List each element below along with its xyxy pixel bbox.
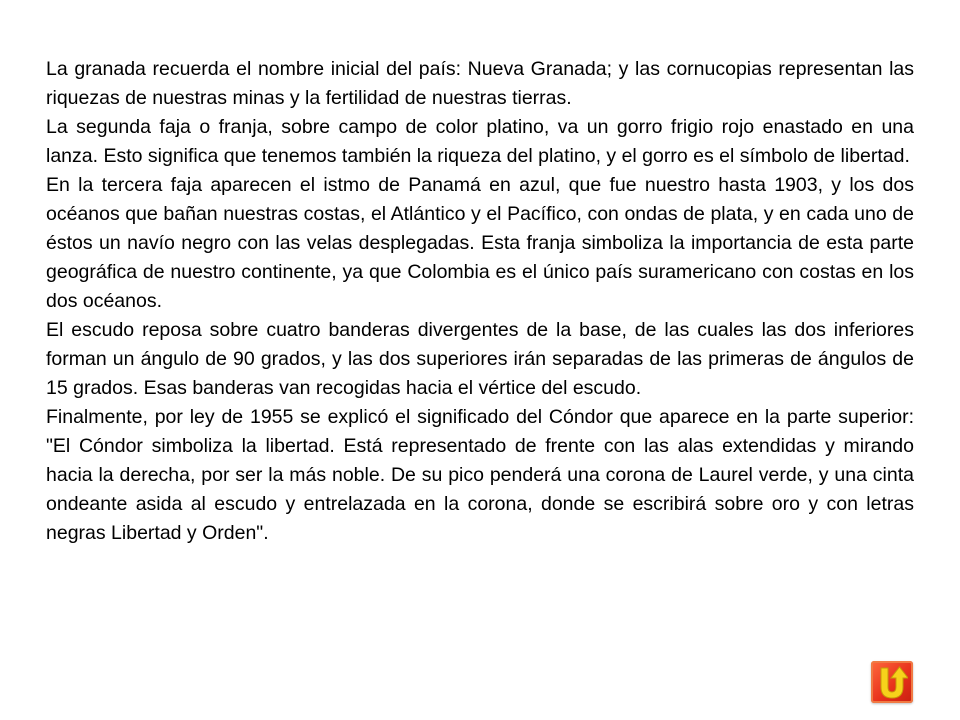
paragraph-segunda-franja: La segunda faja o franja, sobre campo de color platino, va un gorro frigio rojo enastado en una lanza. Esto significa que tenemos también la riqueza del platino, y el gorro es el símbolo de libertad. — [46, 116, 914, 167]
document-body — [46, 55, 914, 548]
paragraph-granada: La granada recuerda el nombre inicial del país: Nueva Granada; y las cornucopias representan las riquezas de nuestras minas y la fertilidad de nuestras tierras. — [46, 58, 914, 109]
return-button[interactable] — [871, 661, 913, 703]
paragraph-tercera-franja: En la tercera faja aparecen el istmo de Panamá en azul, que fue nuestro hasta 1903, y los dos océanos que bañan nuestras costas, el Atlántico y el Pacífico, con ondas de plata, y en cada uno de éstos un navío negro con las velas desplegadas. Esta franja simboliza la importancia de esta parte geográfica de nuestro continente, ya que Colombia es el único país suramericano con costas en los dos océanos. — [46, 174, 914, 312]
u-turn-arrow-icon — [876, 665, 908, 699]
paragraph-banderas: El escudo reposa sobre cuatro banderas divergentes de la base, de las cuales las dos inferiores forman un ángulo de 90 grados, y las dos superiores irán separadas de las primeras de ángulos de 15 grados. Esas banderas van recogidas hacia el vértice del escudo. — [46, 319, 914, 399]
paragraph-condor: Finalmente, por ley de 1955 se explicó el significado del Cóndor que aparece en la parte superior: "El Cóndor simboliza la libertad. Está representado de frente con las alas extendidas y mirando hacia la derecha, por ser la más noble. De su pico penderá una corona de Laurel verde, y una cinta ondeante asida al escudo y entrelazada en la corona, donde se escribirá sobre oro y con letras negras Libertad y Orden". — [46, 406, 914, 544]
